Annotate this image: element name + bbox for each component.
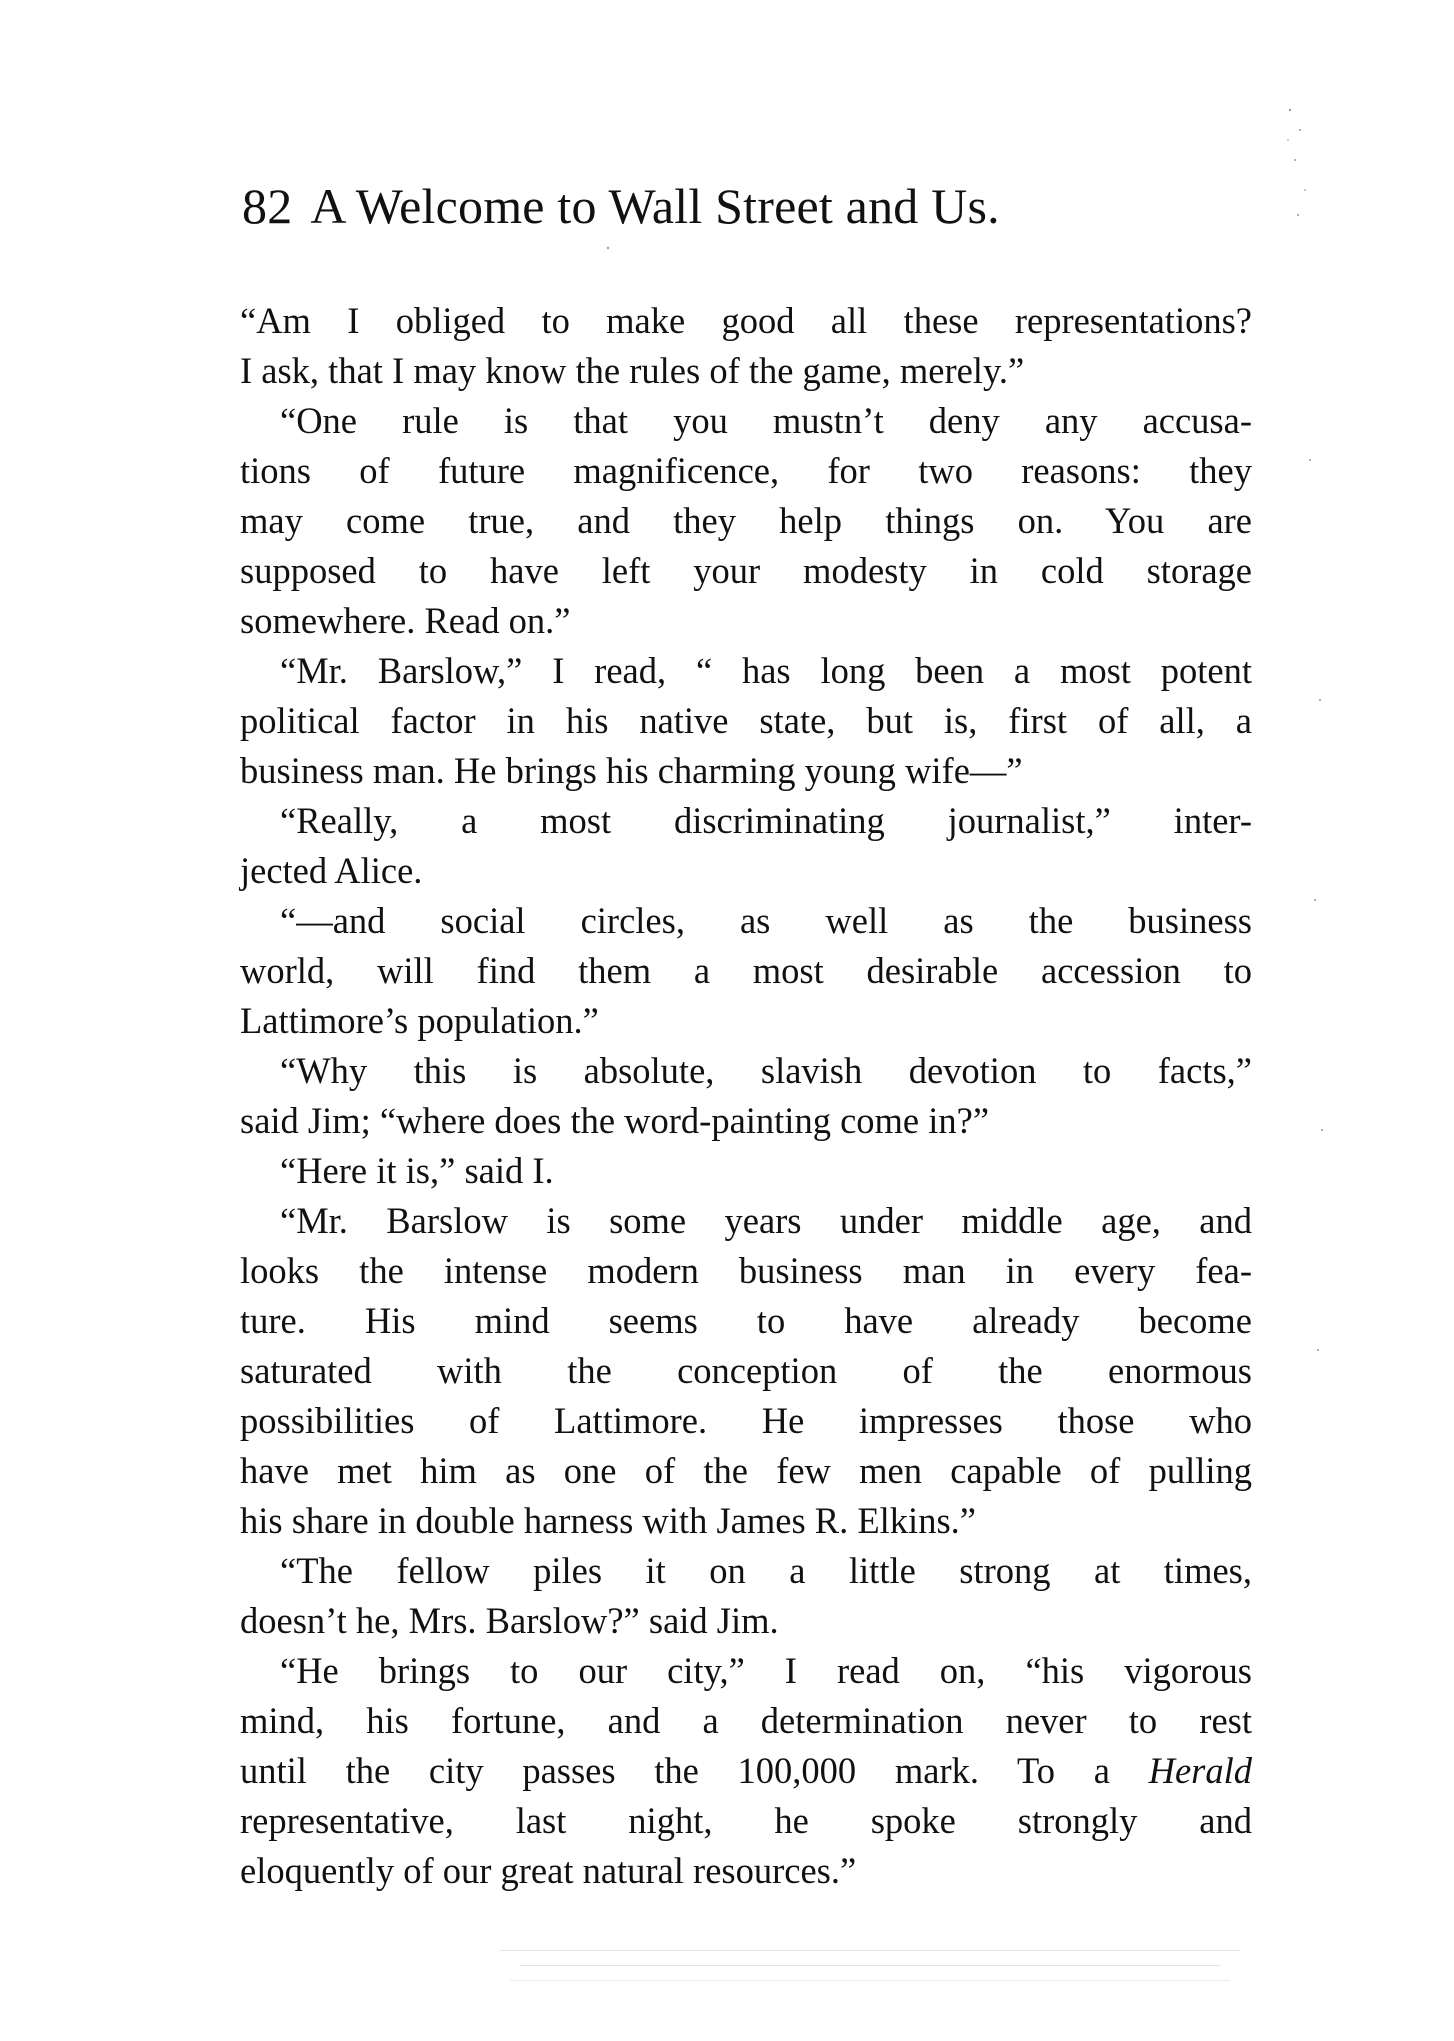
- text-line: [240, 746, 1252, 796]
- text-line: [240, 796, 1252, 846]
- line-text: “Why this is absolute, slavish devotion to facts,”: [280, 1050, 1252, 1091]
- text-line: [240, 996, 1252, 1046]
- running-title: A Welcome to Wall Street and Us.: [310, 178, 1000, 234]
- line-text: his share in double harness with James R. Elkins.”: [240, 1500, 976, 1541]
- page-header: [242, 176, 1242, 236]
- text-line: [240, 1846, 1252, 1896]
- text-line: [240, 1746, 1252, 1796]
- text-line: [240, 1496, 1252, 1546]
- italic-newspaper-name: Herald: [1148, 1750, 1252, 1791]
- text-line: [240, 1146, 1252, 1196]
- text-line: [240, 1196, 1252, 1246]
- text-line: [240, 296, 1252, 346]
- text-line: [240, 646, 1252, 696]
- line-text: may come true, and they help things on. You are: [240, 500, 1252, 541]
- text-line: [240, 1396, 1252, 1446]
- text-line: [240, 846, 1252, 896]
- line-text: mind, his fortune, and a determination never to rest: [240, 1700, 1252, 1741]
- line-text: “—and social circles, as well as the business: [280, 900, 1252, 941]
- line-text: I ask, that I may know the rules of the game, merely.”: [240, 350, 1025, 391]
- line-text: “The fellow piles it on a little strong at times,: [280, 1550, 1252, 1591]
- text-line: [240, 546, 1252, 596]
- line-text: “Am I obliged to make good all these representations?: [240, 300, 1252, 341]
- line-text: political factor in his native state, but is, first of all, a: [240, 700, 1252, 741]
- text-line: [240, 1696, 1252, 1746]
- line-text: jected Alice.: [240, 850, 423, 891]
- line-text: representative, last night, he spoke strongly and: [240, 1800, 1252, 1841]
- line-text: “Mr. Barslow,” I read, “ has long been a most potent: [280, 650, 1252, 691]
- text-line: [240, 1796, 1252, 1846]
- text-line: [240, 1296, 1252, 1346]
- line-text: doesn’t he, Mrs. Barslow?” said Jim.: [240, 1600, 779, 1641]
- line-text: said Jim; “where does the word-painting come in?”: [240, 1100, 990, 1141]
- page-number: 82: [242, 178, 293, 234]
- text-line: [240, 1046, 1252, 1096]
- line-text: have met him as one of the few men capable of pulling: [240, 1450, 1252, 1491]
- text-line: [240, 596, 1252, 646]
- line-text: “One rule is that you mustn’t deny any accusa-: [280, 400, 1252, 441]
- line-text: possibilities of Lattimore. He impresses those who: [240, 1400, 1252, 1441]
- text-line: [240, 446, 1252, 496]
- line-text: Lattimore’s population.”: [240, 1000, 599, 1041]
- line-text: saturated with the conception of the enormous: [240, 1350, 1252, 1391]
- text-line: [240, 1246, 1252, 1296]
- text-line: [240, 496, 1252, 546]
- text-line: [240, 1096, 1252, 1146]
- text-line: [240, 896, 1252, 946]
- line-text: ture. His mind seems to have already become: [240, 1300, 1252, 1341]
- body-text: [240, 296, 1252, 1896]
- line-text: “He brings to our city,” I read on, “his vigorous: [280, 1650, 1252, 1691]
- line-text: tions of future magnificence, for two reasons: they: [240, 450, 1252, 491]
- line-text: somewhere. Read on.”: [240, 600, 571, 641]
- line-text: until the city passes the 100,000 mark. To a: [240, 1750, 1149, 1791]
- line-text: “Really, a most discriminating journalist,” inter-: [280, 800, 1252, 841]
- line-text: supposed to have left your modesty in cold storage: [240, 550, 1252, 591]
- text-line: [240, 1446, 1252, 1496]
- text-line: [240, 696, 1252, 746]
- text-line: [240, 1596, 1252, 1646]
- text-line: [240, 1546, 1252, 1596]
- line-text: “Mr. Barslow is some years under middle age, and: [280, 1200, 1252, 1241]
- text-line: [240, 1646, 1252, 1696]
- line-text: business man. He brings his charming young wife—”: [240, 750, 1023, 791]
- line-text: looks the intense modern business man in every fea-: [240, 1250, 1252, 1291]
- text-line: [240, 396, 1252, 446]
- text-line: [240, 1346, 1252, 1396]
- text-line: [240, 946, 1252, 996]
- line-text: “Here it is,” said I.: [280, 1150, 554, 1191]
- line-text: world, will find them a most desirable accession to: [240, 950, 1252, 991]
- line-text: eloquently of our great natural resources.”: [240, 1850, 857, 1891]
- text-line: [240, 346, 1252, 396]
